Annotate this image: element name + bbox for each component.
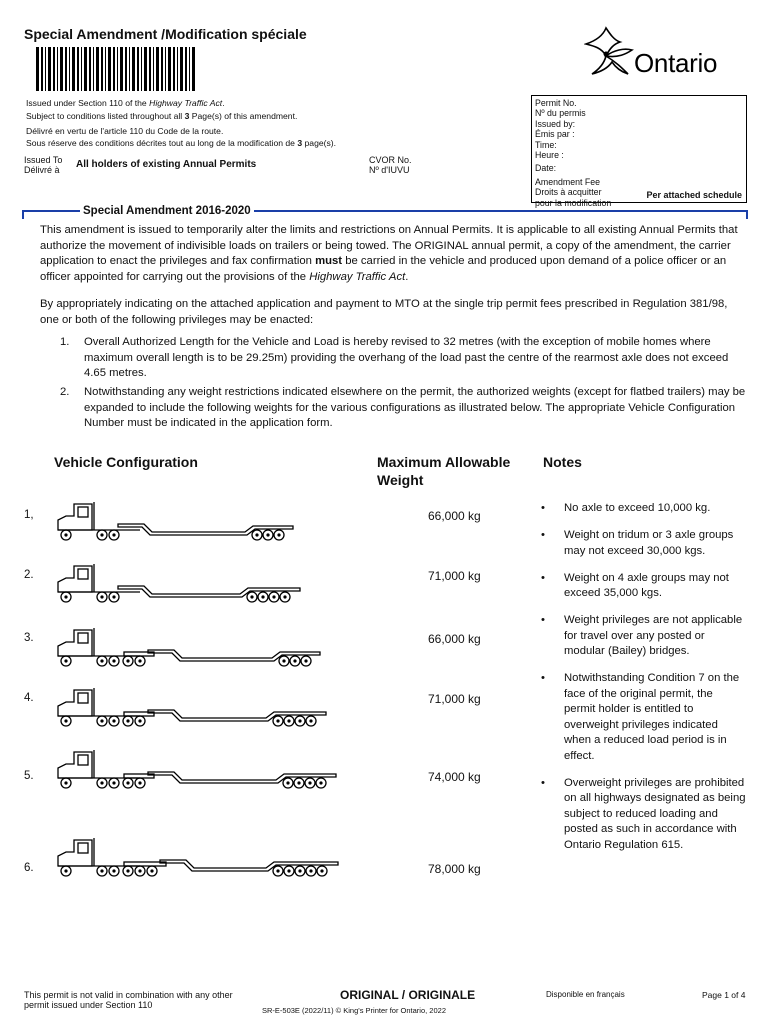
max-weight: 66,000 kg bbox=[428, 632, 481, 646]
column-header-notes: Notes bbox=[543, 454, 582, 470]
footer-french-available: Disponible en français bbox=[546, 990, 625, 999]
truck-configuration-icon bbox=[52, 744, 352, 794]
list-item: 1. Overall Authorized Length for the Vehicle and Load is hereby revised to 32 metres (with the exception of mobile homes where maximum overall length is to be 29.25m) providing the overhang of the load past the centre of the rearmost axle does not exceed 4.65 metres. bbox=[60, 336, 729, 380]
truck-configuration-icon bbox=[52, 682, 352, 732]
column-header-config: Vehicle Configuration bbox=[54, 454, 198, 470]
barcode bbox=[36, 47, 196, 91]
page-title: Special Amendment /Modification spéciale bbox=[24, 26, 307, 42]
footer-validity-note: This permit is not valid in combination with any other permit issued under Section 110 bbox=[24, 990, 233, 1010]
max-weight: 71,000 kg bbox=[428, 692, 481, 706]
section-title: Special Amendment 2016-2020 bbox=[80, 205, 254, 217]
privileges-paragraph: By appropriately indicating on the attached application and payment to MTO at the single trip permit fees prescribed in Regulation 381/98, one or both of the following privileges may be enacted: bbox=[40, 298, 728, 326]
issued-to-label: Issued To Délivré à bbox=[24, 155, 63, 175]
truck-configuration-icon bbox=[52, 622, 352, 672]
footer-original-label: ORIGINAL / ORIGINALE bbox=[340, 988, 476, 1002]
note-item: • Weight on tridum or 3 axle groups may not exceed 30,000 kgs. bbox=[541, 529, 734, 557]
row-number: 2. bbox=[24, 569, 34, 581]
max-weight: 66,000 kg bbox=[428, 509, 481, 523]
row-number: 5. bbox=[24, 770, 34, 782]
notes-list bbox=[541, 501, 746, 865]
issued-to-value: All holders of existing Annual Permits bbox=[76, 159, 257, 170]
note-item: • Overweight privileges are prohibited on all highways designated as being subject to reduced loading and posted as such in accordance with Ontario Regulation 615. bbox=[541, 776, 746, 851]
row-number: 6. bbox=[24, 862, 34, 874]
max-weight: 78,000 kg bbox=[428, 862, 481, 876]
row-number: 1, bbox=[24, 509, 34, 521]
truck-configuration-icon bbox=[52, 558, 352, 608]
row-number: 4. bbox=[24, 692, 34, 704]
cvor-label: CVOR No. Nº d'IUVU bbox=[369, 155, 412, 175]
truck-configuration-icon bbox=[52, 496, 352, 546]
note-item: • Weight on 4 axle groups may not exceed 35,000 kgs. bbox=[541, 571, 729, 599]
max-weight: 71,000 kg bbox=[428, 569, 481, 583]
max-weight: 74,000 kg bbox=[428, 770, 481, 784]
list-item: 2. Notwithstanding any weight restrictions indicated elsewhere on the permit, the authorized weights (except for flatbed trailers) may be expanded to include the following weights for the various configurations as illustrated below. The appropriate Vehicle Configuration Number must be indicated in the application form. bbox=[60, 386, 746, 430]
note-item: • No axle to exceed 10,000 kg. bbox=[541, 502, 711, 514]
logo-text: Ontario bbox=[634, 48, 718, 78]
truck-configuration-icon bbox=[52, 832, 352, 882]
issued-to-row bbox=[24, 155, 534, 185]
ontario-logo bbox=[584, 24, 734, 78]
intro-paragraph: This amendment is issued to temporarily alter the limits and restrictions on Annual Permits. It is applicable to all existing Annual Permits that authorize the movement of indivisible loads on trailers or being towed. The ORIGINAL annual permit, a copy of the amendment, the carrier application to enact the privileges and fax confirmation must be carried in the vehicle and produced upon demand of a police officer or an officer appointed for carrying out the provisions of the Highway Traffic Act. bbox=[40, 224, 738, 283]
row-number: 3. bbox=[24, 632, 34, 644]
note-item: • Notwithstanding Condition 7 on the face of the original permit, the permit holder is entitled to overweight privileges indicated when a reduced load period is in effect. bbox=[541, 672, 740, 762]
fee-note: Per attached schedule bbox=[646, 189, 742, 200]
column-header-weight: Maximum Allowable Weight bbox=[377, 454, 511, 488]
page-number: Page 1 of 4 bbox=[702, 990, 746, 1000]
note-item: • Weight privileges are not applicable for travel over any posted or modular (Bailey) bridges. bbox=[541, 614, 743, 657]
issuance-conditions: Issued under Section 110 of the Highway Traffic Act. Subject to conditions listed throughout all 3 Page(s) of this amendment. Délivré en vertu de l'article 110 du Code de la route. Sous réserve des conditions décrites tout au long de la modification de 3 page(s). bbox=[26, 98, 337, 149]
footer-form-number: SR-E-503E (2022/11) © King's Printer for Ontario, 2022 bbox=[262, 1006, 446, 1015]
permit-info-box: Permit No. Nº du permis Issued by: Émis par : Time: Heure : Date: Amendment Fee Droits à acquitter pour la modification Per attached schedule bbox=[531, 95, 747, 203]
